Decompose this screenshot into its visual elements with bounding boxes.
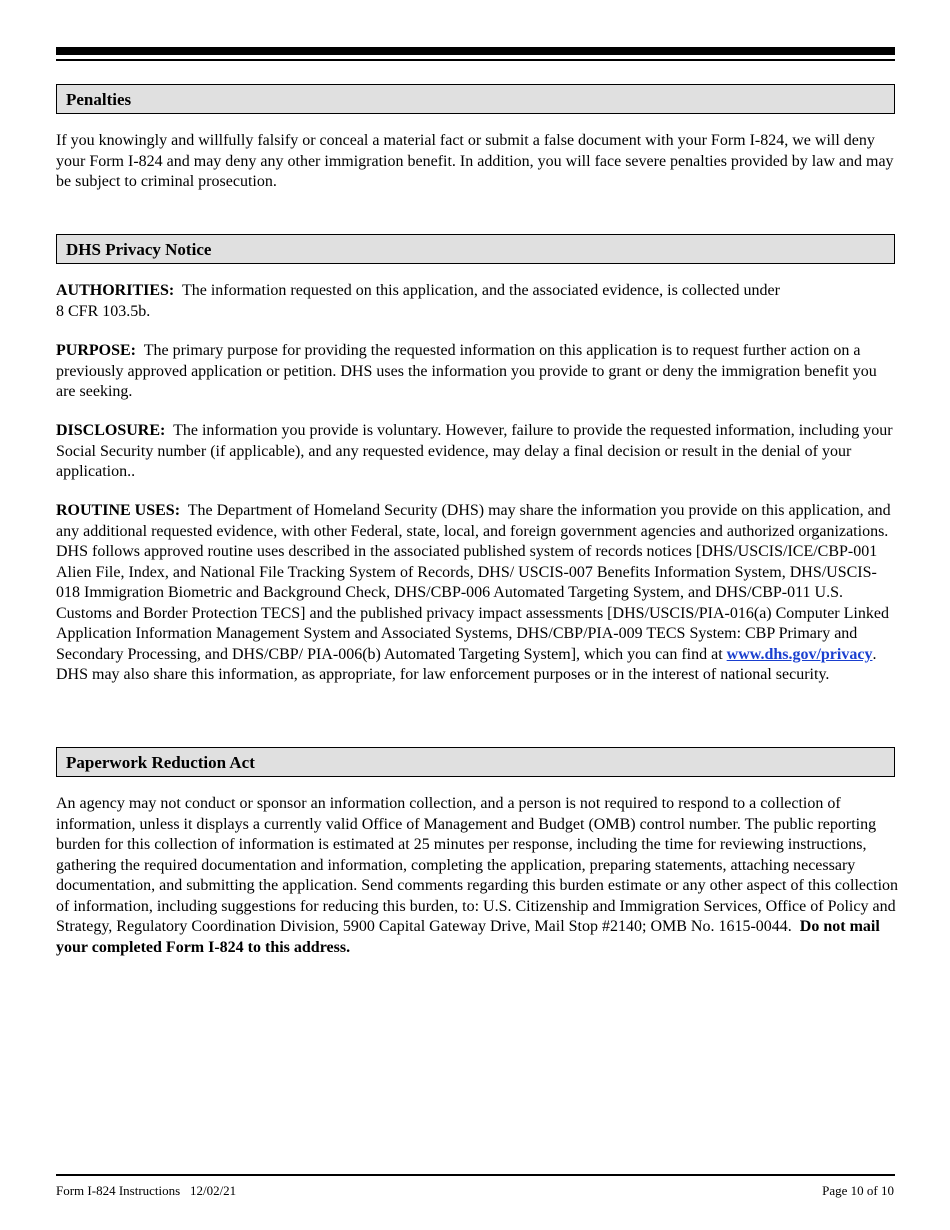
routine-uses-text: The Department of Homeland Security (DHS) may share the information you provide on this application, and any additional requested evidence, with other Federal, state, local, and foreign government agencies and authorized organizations. DHS follows approved routine uses described in the associated published system of records notices [DHS/USCIS/ICE/CBP-001 Alien File, Index, and National File Tracking System of Records, DHS/ USCIS-007 Benefits Information System, DHS/USCIS-018 Immigration Biometric and Background Check, DHS/CBP-006 Automated Targeting System, and DHS/CBP-011 U.S. Customs and Border Protection TECS] and the published privacy impact assessments [DHS/USCIS/PIA-016(a) Computer Linked Application Information Management System and Associated Systems, DHS/CBP/PIA-009 TECS System: CBP Primary and Secondary Processing, and DHS/CBP/ PIA-006(b) Automated Targeting System], which you can find at	[56, 502, 891, 663]
routine-uses-label: ROUTINE USES:	[56, 502, 181, 519]
disclosure-paragraph	[56, 421, 898, 483]
penalties-body: If you knowingly and willfully falsify or conceal a material fact or submit a false document with your Form I-824, we will deny your Form I-824 and may deny any other immigration benefit. In addition, you will face severe penalties provided by law and may be subject to criminal prosecution.	[56, 132, 894, 190]
top-rule-thick	[56, 47, 895, 55]
paperwork-bold-tail: Do not mail your completed Form I-824 to this address.	[56, 918, 880, 956]
purpose-paragraph	[56, 341, 898, 403]
authorities-label: AUTHORITIES:	[56, 282, 175, 299]
authorities-text-2: 8 CFR 103.5b.	[56, 302, 151, 320]
privacy-notice-header: DHS Privacy Notice	[56, 234, 895, 264]
dhs-privacy-link[interactable]: www.dhs.gov/privacy	[726, 645, 873, 663]
disclosure-text: The information you provide is voluntary. However, failure to provide the requested information, including your Social Security number (if applicable), and any requested evidence, may delay a final decision or result in the denial of your application..	[56, 422, 893, 480]
routine-uses-text-after: . DHS may also share this information, as appropriate, for law enforcement purposes or in the interest of national security.	[56, 645, 877, 683]
footer-form-id: Form I-824 Instructions 12/02/21	[56, 1183, 237, 1198]
paperwork-text: An agency may not conduct or sponsor an information collection, and a person is not required to respond to a collection of information, unless it displays a currently valid Office of Management and Budget (OMB) control number. The public reporting burden for this collection of information is estimated at 25 minutes per response, including the time for reviewing instructions, gathering the required documentation and information, completing the application, preparing statements, attaching necessary documentation, and submitting the application. Send comments regarding this burden estimate or any other aspect of this collection of information, including suggestions for reducing this burden, to: U.S. Citizenship and Immigration Services, Office of Policy and Strategy, Regulatory Coordination Division, 5900 Capital Gateway Drive, Mail Stop #2140; OMB No. 1615-0044.	[56, 795, 899, 935]
authorities-paragraph	[56, 281, 898, 322]
top-rule-thin	[56, 59, 895, 61]
authorities-text: The information requested on this application, and the associated evidence, is collected under	[181, 282, 780, 299]
penalties-header: Penalties	[56, 84, 895, 114]
routine-uses-paragraph	[56, 501, 898, 686]
purpose-label: PURPOSE:	[56, 342, 136, 359]
paperwork-header: Paperwork Reduction Act	[56, 747, 895, 777]
disclosure-label: DISCLOSURE:	[56, 422, 166, 439]
footer-page-number: Page 10 of 10	[822, 1183, 894, 1198]
footer-rule	[56, 1174, 895, 1176]
paperwork-body	[56, 794, 898, 958]
purpose-text: The primary purpose for providing the requested information on this application is to request further action on a previously approved application or petition. DHS uses the information you provide to grant or deny the immigration benefit you are seeking.	[56, 342, 877, 400]
